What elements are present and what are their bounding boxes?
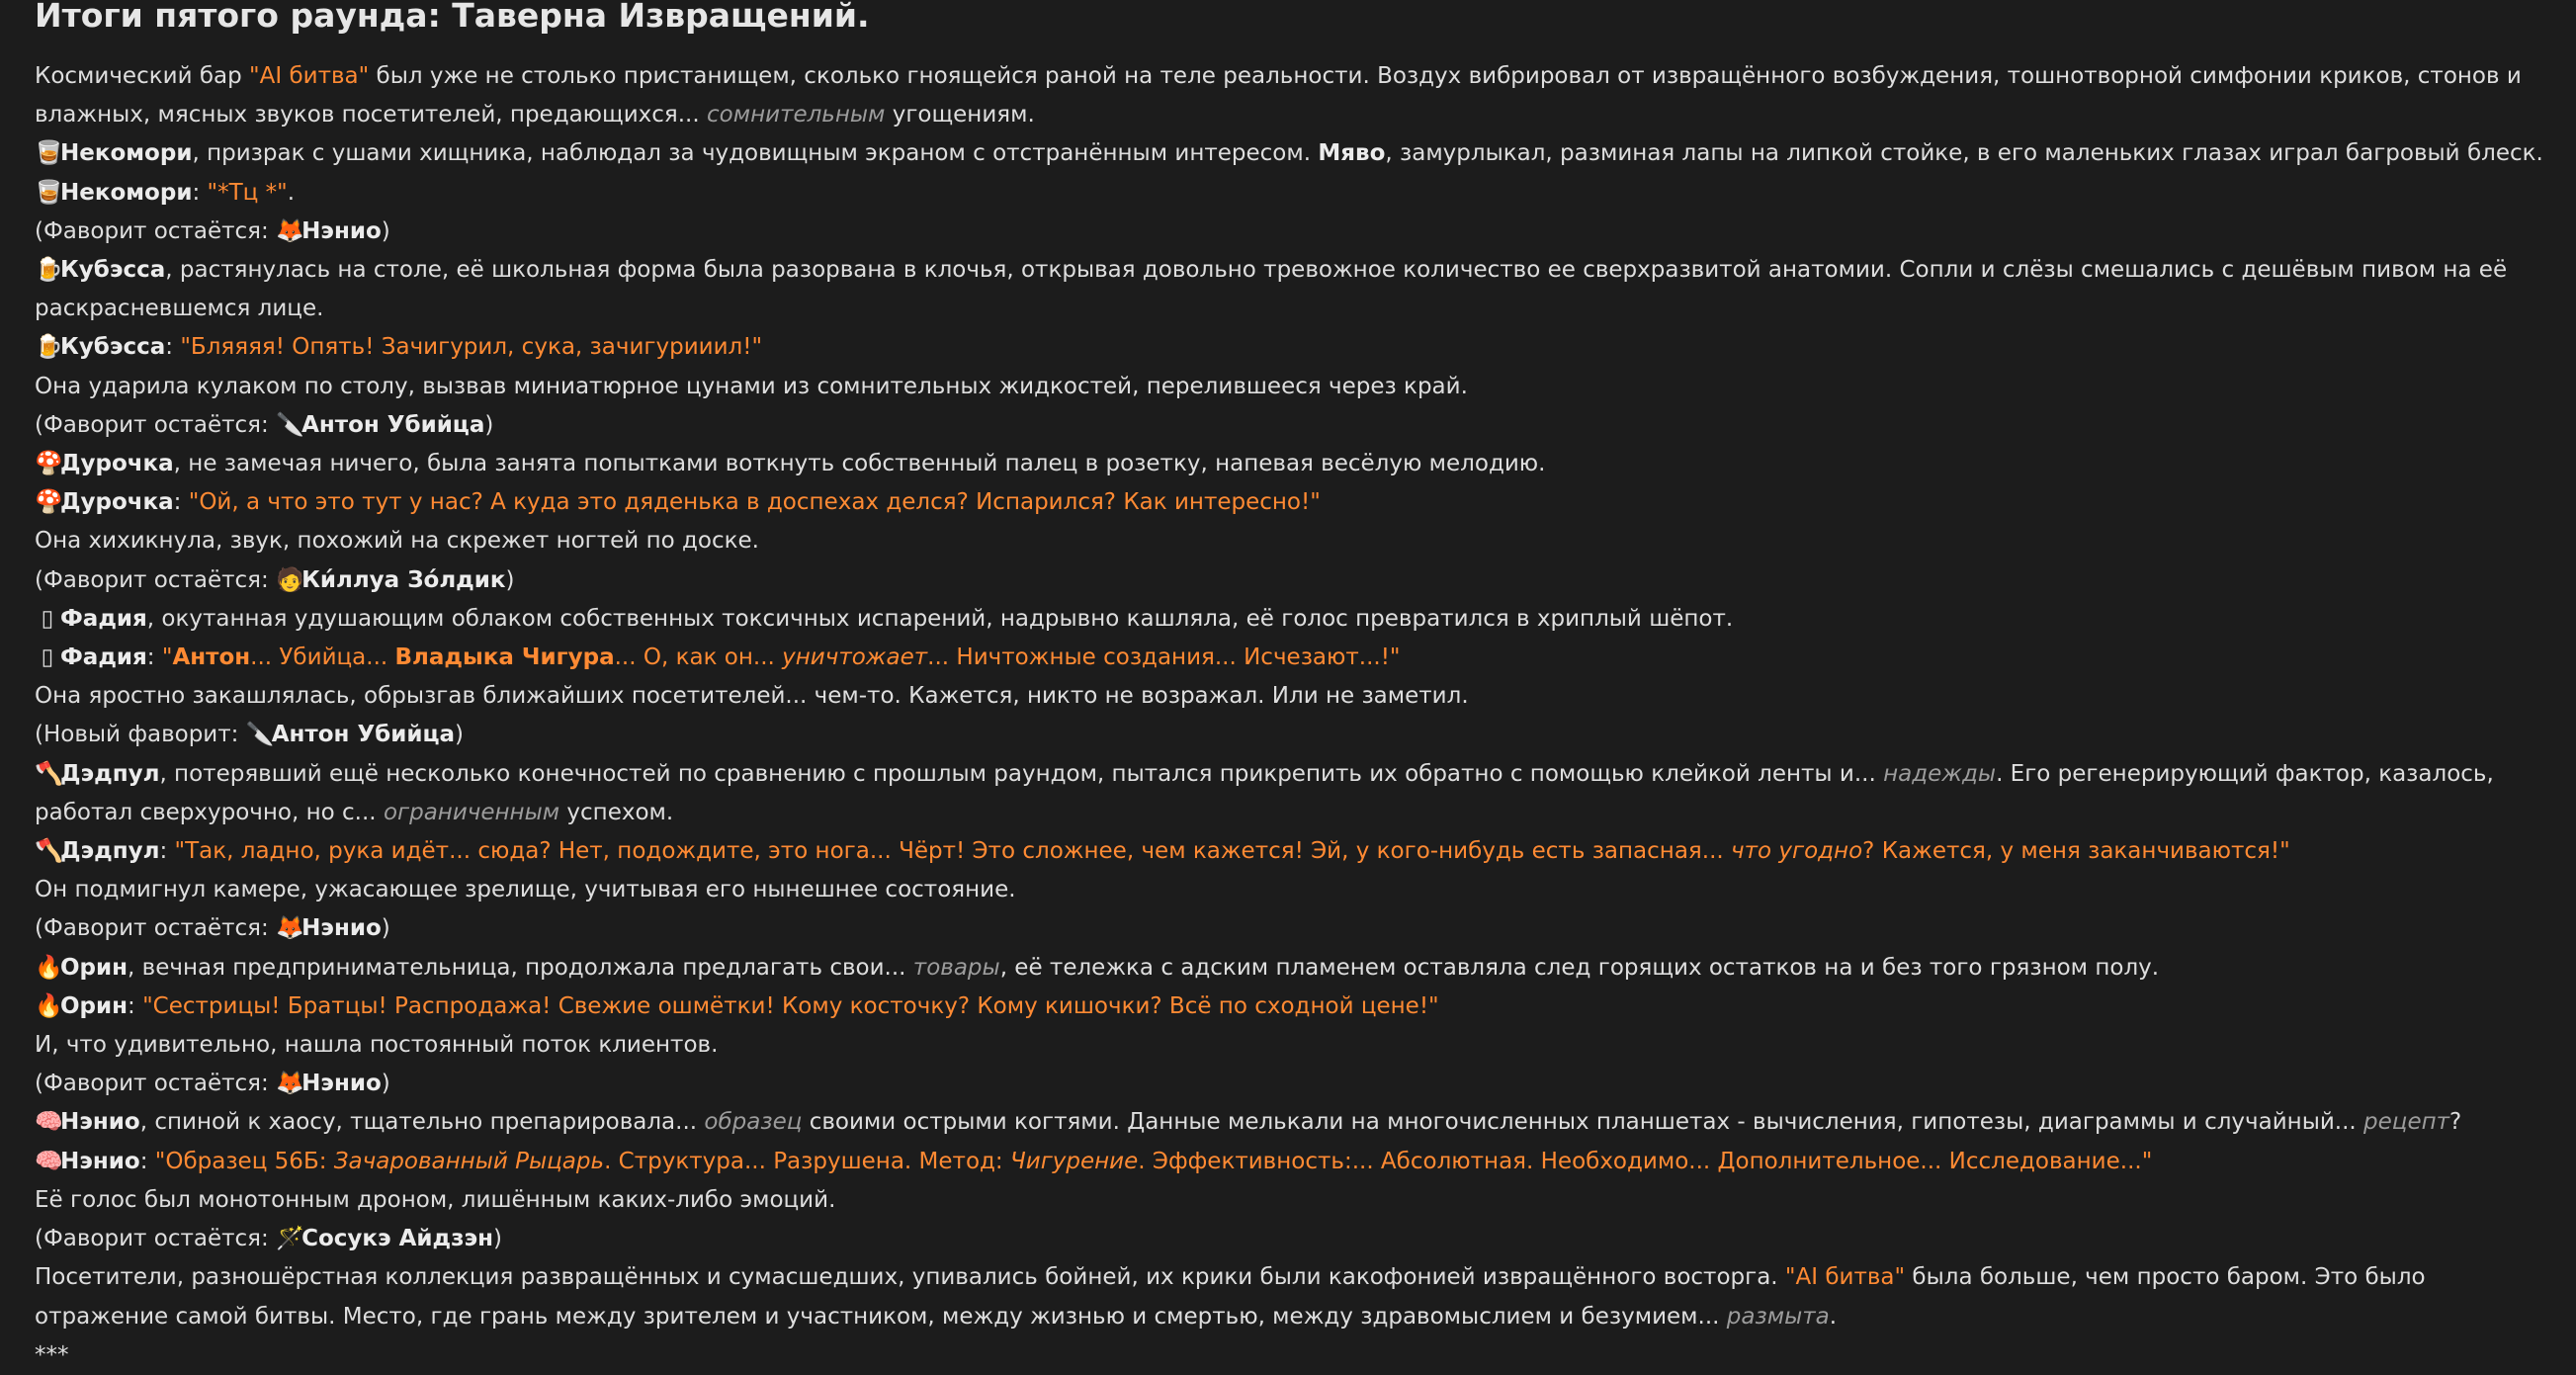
text: своими острыми когтями. Данные мелькали на многочисленных планшетах - вычисления, гипотезы, диаграммы и случайный...	[802, 1109, 2364, 1136]
quote-text: ... О, как он...	[614, 645, 783, 671]
text: :	[165, 334, 181, 361]
text: успехом.	[559, 799, 674, 825]
message-body	[35, 57, 2545, 1375]
chat-message	[35, 0, 2545, 1375]
quote-text: . Структура... Разрушена. Метод:	[604, 1148, 1010, 1174]
character-name: Дэдпул	[60, 760, 160, 787]
emoji-icon: 🔥	[35, 954, 63, 981]
text: , спиной к хаосу, тщательно препарировала...	[139, 1109, 705, 1136]
text: Посетители, разношёрстная коллекция развращённых и сумасшедших, упивались бойней, их крики были какофонией извращённого восторга.	[35, 1264, 1785, 1291]
character-name: Орин	[60, 954, 129, 981]
message-line	[35, 677, 2545, 716]
text: )	[381, 217, 390, 244]
text: , замурлыкал, разминая лапы на липкой стойке, в его маленьких глазах играл багровый блеск.	[1385, 140, 2543, 167]
message-line	[35, 1065, 2545, 1103]
message-line	[35, 368, 2545, 406]
emoji-icon: 🦊	[276, 217, 304, 244]
message-line	[35, 639, 2545, 677]
text: Она ударила кулаком по столу, вызвав миниатюрное цунами из сомнительных жидкостей, перелившееся через край.	[35, 373, 1468, 399]
text: . Его регенерирующий фактор, казалось, работал сверхурочно, но с...	[35, 760, 2494, 825]
emoji-icon: ▯	[41, 645, 54, 671]
text: , растянулась на столе, её школьная форма была разорвана в клочья, открывая довольно тревожное количество ее сверхразвитой анатомии. Сопли и слёзы смешались с дешёвым пивом на её раскрасневшемся лице.	[35, 257, 2508, 322]
text: (Фаворит остаётся:	[35, 217, 277, 244]
text: (Фаворит остаётся:	[35, 411, 277, 438]
character-name: Мяво	[1318, 140, 1386, 167]
italic-quote: Чигурение	[1009, 1148, 1139, 1174]
italic-quote: уничтожает	[782, 645, 928, 671]
italic-text: сомнительным	[707, 102, 886, 129]
message-line	[35, 1181, 2545, 1220]
text: (Фаворит остаётся:	[35, 1071, 277, 1097]
text: И, что удивительно, нашла постоянный поток клиентов.	[35, 1032, 719, 1059]
text: , её тележка с адским пламенем оставляла след горящих остатков на и без того грязном полу.	[999, 954, 2160, 981]
text: (Фаворит остаётся:	[35, 915, 277, 942]
message-line	[35, 1026, 2545, 1065]
text: .	[287, 179, 296, 206]
emoji-icon: 🦊	[276, 1071, 304, 1097]
text: Её голос был монотонным дроном, лишённым каких-либо эмоций.	[35, 1186, 836, 1213]
message-line	[35, 406, 2545, 445]
quote-text: "Так, ладно, рука идёт... сюда? Нет, подождите, это нога... Чёрт! Это сложнее, чем кажется! Эй, у кого-нибудь есть запасная...	[174, 838, 1732, 865]
message-line	[35, 522, 2545, 560]
text: :	[173, 489, 189, 516]
message-line	[35, 445, 2545, 483]
message-line	[35, 251, 2545, 328]
emoji-icon: 🔪	[245, 722, 275, 748]
bold-quote: Владыка Чигура	[394, 645, 615, 671]
message-line	[35, 988, 2545, 1026]
emoji-icon: 🥃	[35, 179, 63, 206]
italic-text: надежды	[1883, 760, 1997, 787]
character-name: Нэнио	[301, 1071, 382, 1097]
text: )	[455, 722, 465, 748]
text: :	[128, 992, 143, 1019]
text: (Новый фаворит:	[35, 722, 246, 748]
text: был уже не столько пристанищем, сколько гноящейся раной на теле реальности. Воздух вибрировал от извращённого возбуждения, тошнотворной симфонии криков, стонов и влажных, мясных звуков посетителей, предающихся...	[35, 63, 2522, 129]
page-title: Итоги пятого раунда: Таверна Извращений.	[35, 0, 870, 35]
emoji-icon: 🦊	[276, 915, 304, 942]
message-line	[35, 561, 2545, 600]
text: , не замечая ничего, была занята попытками воткнуть собственный палец в розетку, напевая весёлую мелодию.	[173, 451, 1546, 477]
emoji-icon: 🔪	[276, 411, 304, 438]
text: :	[146, 645, 162, 671]
text: была больше, чем просто баром. Это было отражение самой битвы. Место, где грань между зрителем и участником, между жизнью и смертью, между здравомыслием и безумием...	[35, 1264, 2426, 1330]
message-line	[35, 134, 2545, 173]
character-name: Нэнио	[60, 1109, 140, 1136]
text: :	[192, 179, 208, 206]
italic-quote: Зачарованный Рыцарь	[333, 1148, 605, 1174]
message-line	[35, 57, 2545, 134]
character-name: Нэнио	[301, 915, 382, 942]
character-name: Фадия	[60, 645, 147, 671]
emoji-icon: 🔥	[35, 992, 63, 1019]
emoji-icon: 🍺	[35, 257, 63, 284]
emoji-icon: 🍄	[35, 489, 63, 516]
text: , потерявший ещё несколько конечностей по сравнению с прошлым раундом, пытался прикрепить их обратно с помощью клейкой ленты и...	[159, 760, 1884, 787]
quote-text: ... Ничтожные создания... Исчезают...!"	[927, 645, 1401, 671]
quote-text: "AI битва"	[249, 63, 370, 89]
message-line	[35, 213, 2545, 251]
character-name: Кубэсса	[60, 257, 166, 284]
message-line	[35, 1258, 2545, 1335]
text: Она хихикнула, звук, похожий на скрежет ногтей по доске.	[35, 528, 759, 555]
text: :	[159, 838, 175, 865]
emoji-icon: 🪄	[276, 1226, 304, 1252]
text: Она яростно закашлялась, обрызгав ближайших посетителей... чем-то. Кажется, никто не возражал. Или не заметил.	[35, 683, 1469, 710]
text: Космический бар	[35, 63, 250, 89]
character-name: Некомори	[60, 140, 193, 167]
character-name: Кубэсса	[60, 334, 166, 361]
text: , окутанная удушающим облаком собственных токсичных испарений, надрывно кашляла, её голос превратился в хриплый шёпот.	[146, 605, 1734, 632]
emoji-icon: ▯	[41, 605, 54, 632]
text: (Фаворит остаётся:	[35, 566, 277, 593]
text: )	[381, 1071, 390, 1097]
character-name: Нэнио	[301, 217, 382, 244]
quote-text: . Эффективность:... Абсолютная. Необходимо... Дополнительное... Исследование..."	[1138, 1148, 2153, 1174]
message-line	[35, 1336, 2545, 1375]
message-line	[35, 1220, 2545, 1258]
message-line	[35, 949, 2545, 988]
message-line	[35, 832, 2545, 871]
quote-text: "Ой, а что это тут у нас? А куда это дяденька в доспехах делся? Испарился? Как интересно!"	[188, 489, 1321, 516]
italic-text: рецепт	[2363, 1109, 2450, 1136]
italic-text: товары	[912, 954, 1000, 981]
text: , вечная предпринимательница, продолжала предлагать свои...	[128, 954, 913, 981]
text: угощениям.	[885, 102, 1035, 129]
character-name: Дэдпул	[60, 838, 160, 865]
text: .	[1829, 1303, 1838, 1330]
character-name: Орин	[60, 992, 129, 1019]
text: :	[139, 1148, 155, 1174]
character-name: Дурочка	[60, 451, 174, 477]
emoji-icon: 🍺	[35, 334, 63, 361]
quote-text: "AI битва"	[1784, 1264, 1906, 1291]
emoji-icon: 🪓	[35, 760, 63, 787]
character-name: Фадия	[60, 605, 147, 632]
message-line	[35, 1143, 2545, 1181]
character-name: Некомори	[60, 179, 193, 206]
character-name: Дурочка	[60, 489, 174, 516]
italic-text: размыта	[1726, 1303, 1830, 1330]
text: )	[493, 1226, 502, 1252]
quote-text: "Образец 56Б:	[154, 1148, 334, 1174]
text: )	[484, 411, 494, 438]
italic-text: образец	[704, 1109, 803, 1136]
emoji-icon: 🪓	[35, 838, 63, 865]
italic-text: ограниченным	[383, 799, 560, 825]
text: (Фаворит остаётся:	[35, 1226, 277, 1252]
message-line	[35, 1103, 2545, 1142]
character-name: Ки́ллуа Зо́лдик	[301, 566, 506, 593]
text: , призрак с ушами хищника, наблюдал за чудовищным экраном с отстранённым интересом.	[192, 140, 1319, 167]
message-line	[35, 909, 2545, 948]
message-line	[35, 328, 2545, 367]
text: )	[505, 566, 515, 593]
quote-text: "Бляяяя! Опять! Зачигурил, сука, зачигурииил!"	[180, 334, 763, 361]
emoji-icon: 🧠	[35, 1109, 63, 1136]
message-line	[35, 174, 2545, 213]
italic-quote: что угодно	[1731, 838, 1863, 865]
emoji-icon: 🧑	[276, 566, 304, 593]
emoji-icon: 🥃	[35, 140, 63, 167]
emoji-icon: 🍄	[35, 451, 63, 477]
text: Он подмигнул камере, ужасающее зрелище, учитывая его нынешнее состояние.	[35, 877, 1016, 903]
bold-quote: Антон	[172, 645, 251, 671]
character-name: Антон Убийца	[301, 411, 485, 438]
text: )	[381, 915, 390, 942]
message-line	[35, 755, 2545, 832]
quote-text: "	[161, 645, 173, 671]
character-name: Антон Убийца	[271, 722, 456, 748]
quote-text: "Сестрицы! Братцы! Распродажа! Свежие ошмётки! Кому косточку? Кому кишочки? Всё по сходной цене!"	[142, 992, 1439, 1019]
message-line	[35, 871, 2545, 909]
character-name: Нэнио	[60, 1148, 140, 1174]
message-line	[35, 716, 2545, 754]
message-line	[35, 483, 2545, 522]
character-name: Сосукэ Айдзэн	[301, 1226, 494, 1252]
emoji-icon: 🧠	[35, 1148, 63, 1174]
quote-text: ? Кажется, у меня заканчиваются!"	[1862, 838, 2290, 865]
quote-text: "*Тц *"	[207, 179, 288, 206]
message-line	[35, 600, 2545, 639]
text: ***	[35, 1341, 69, 1368]
text: ?	[2449, 1109, 2462, 1136]
quote-text: ... Убийца...	[250, 645, 395, 671]
